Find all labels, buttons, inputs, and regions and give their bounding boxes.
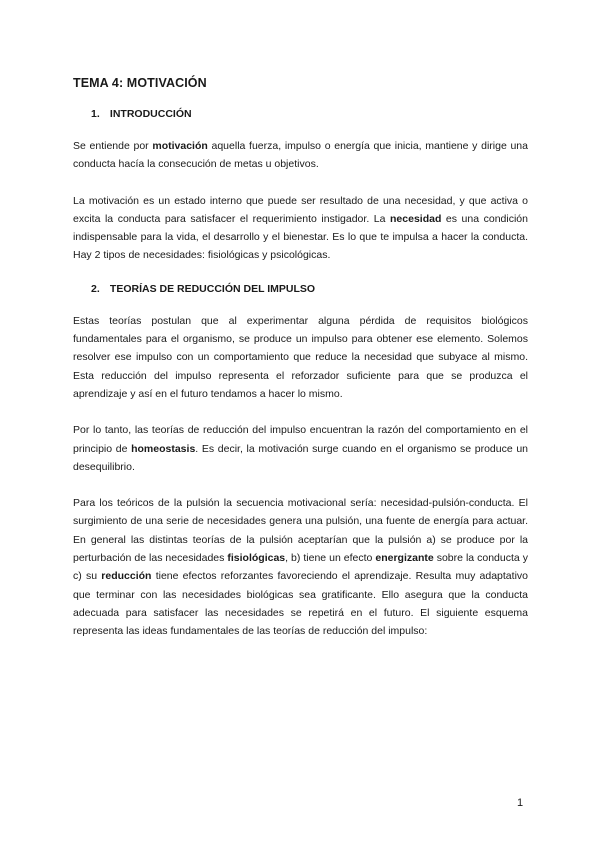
text-run: La motivación es un estado interno que puede ser resultado de una necesidad, y que activa o excita la conducta para satisfacer el requerimiento instigador. La <box>73 194 528 225</box>
text-run: tiene efectos reforzantes favoreciendo el aprendizaje. Resulta muy adaptativo que terminar con las necesidades biológicas sea gratificante. Ello asegura que la conducta adecuada para satisfacer las necesidades se repetirá en el futuro. El siguiente esquema representa las ideas fundamentales de las teorías de reducción del impulso: <box>73 570 528 638</box>
bold-term: energizante <box>375 552 434 565</box>
bold-term: motivación <box>152 140 208 152</box>
text-run: es una condición indispensable para la vida, el desarrollo y el bienestar. Es lo que te impulsa a hacer la conducta. Hay 2 tipos de necesidades: fisiológicas y psicológicas. <box>73 212 528 262</box>
document-title: TEMA 4: MOTIVACIÓN <box>73 76 207 90</box>
bold-term: necesidad <box>390 212 442 225</box>
text-run: Se entiende por <box>73 140 153 152</box>
text-run: sobre la conducta y c) su <box>73 552 528 583</box>
text-run: aquella fuerza, impulso o energía que inicia, mantiene y dirige una conducta hacía la consecución de metas u objetivos. <box>73 140 528 171</box>
paragraph <box>73 421 528 476</box>
bold-term: reducción <box>101 570 152 583</box>
section-heading-teorias <box>73 283 528 295</box>
paragraph <box>73 494 528 640</box>
text-run: Por lo tanto, las teorías de reducción del impulso encuentran la razón del comportamiento en el principio de <box>73 424 528 455</box>
section-number: 2. <box>91 282 100 295</box>
paragraph <box>73 312 528 403</box>
text-run: , b) tiene un efecto <box>285 552 376 565</box>
bold-term: homeostasis <box>131 442 196 455</box>
text-run: . Es decir, la motivación surge cuando en el organismo se produce un desequilibrio. <box>73 442 529 473</box>
paragraph <box>73 137 528 174</box>
bold-term: fisiológicas <box>227 552 286 565</box>
page-content <box>73 76 528 659</box>
section-heading-introduccion <box>73 108 528 120</box>
page-number: 1 <box>517 797 524 809</box>
section-number: 1. <box>91 108 100 120</box>
section-title: INTRODUCCIÓN <box>109 108 192 120</box>
paragraph <box>73 192 528 265</box>
text-run: Estas teorías postulan que al experimentar alguna pérdida de requisitos biológicos fundamentales para el organismo, se produce un impulso para obtener ese elemento. Solemos resolver ese impulso con un comportamiento que reduce la necesidad que subyace al mismo. Esta reducción del impulso representa el reforzador suficiente para que se produzca el aprendizaje y así en el futuro tendamos a hacer lo mismo. <box>73 314 528 400</box>
text-run: Para los teóricos de la pulsión la secuencia motivacional sería: necesidad-pulsión-conducta. El surgimiento de una serie de necesidades genera una pulsión, una fuente de energía para actuar. En general las distintas teorías de la pulsión aceptarían que la pulsión a) se produce por la perturbación de las necesidades <box>73 497 528 565</box>
section-title: TEORÍAS DE REDUCCIÓN DEL IMPULSO <box>109 282 316 295</box>
